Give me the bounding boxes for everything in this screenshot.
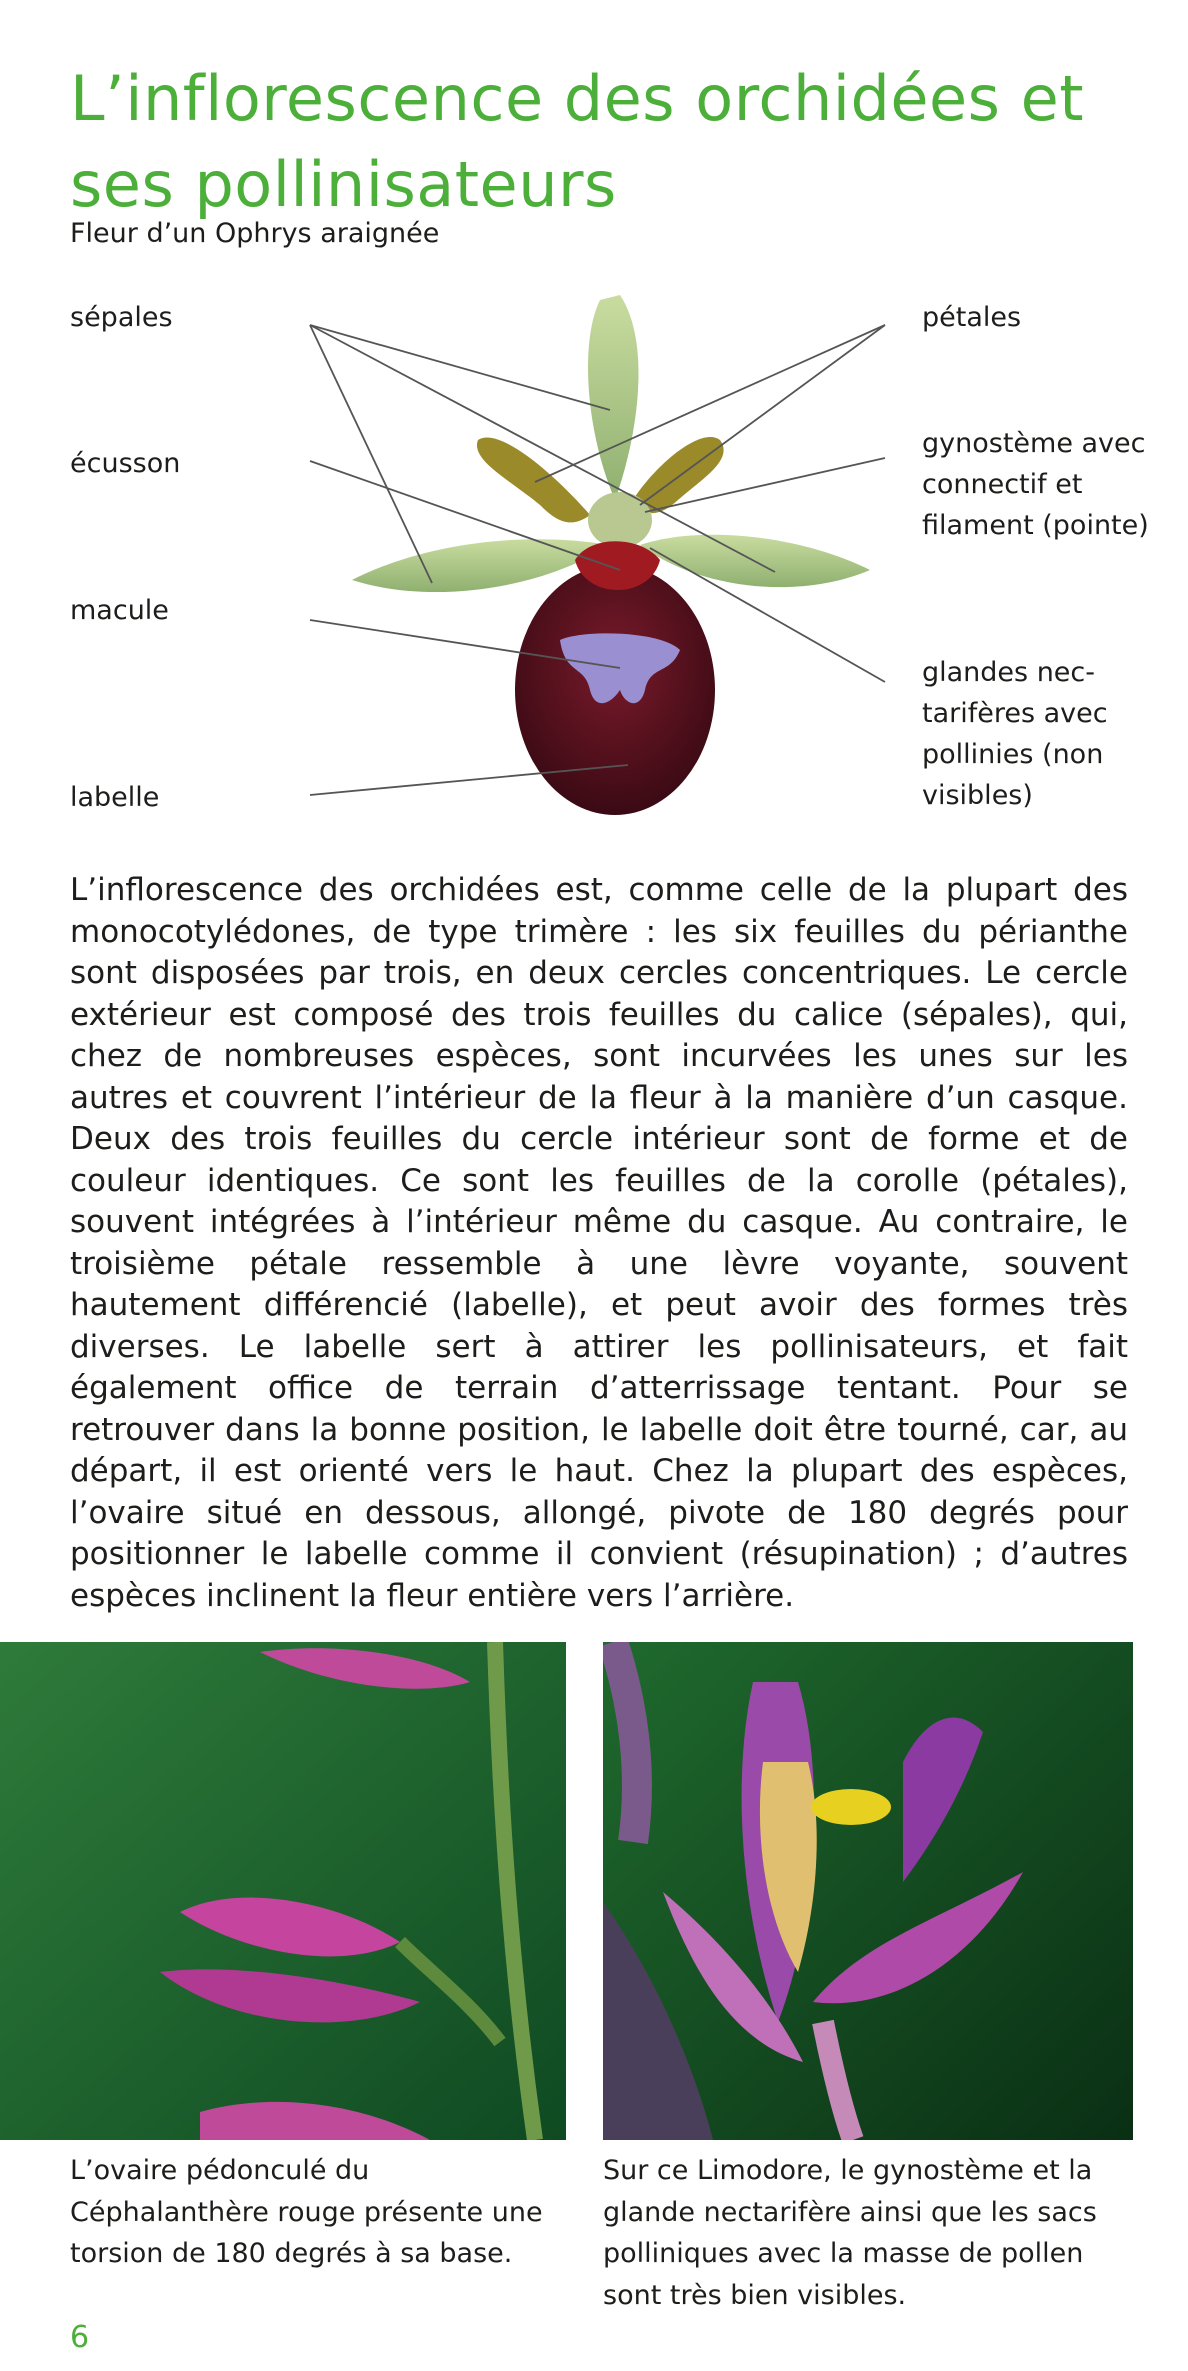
dorsal-sepal xyxy=(588,295,639,500)
photo-cephalanthera xyxy=(0,1642,566,2140)
label-glandes: glandes nec-tarifères avec pollinies (non visibles) xyxy=(922,657,1108,811)
body-paragraph: L’inflorescence des orchidées est, comme celle de la plupart des monocotylédones, de type trimère : les six feuilles du périanthe sont disposées par trois, en deux cercles concentriques. Le cercle extérieur est composé des trois feuilles du calice (sépales), qui, chez de nombreuses espèces, sont incurvées les unes sur les autres et couvrent l’intérieur de la fleur à la manière d’un casque. Deux des trois feuilles du cercle intérieur sont de forme et de couleur identiques. Ce sont les feuilles de la corolle (pétales), souvent intégrées à l’intérieur même du casque. Au contraire, le troisième pétale ressemble à une lèvre voyante, souvent hautement différencié (labelle), et peut avoir des formes très diverses. Le labelle sert à attirer les pollinisateurs, et fait également office de terrain d’atterrissage tentant. Pour se retrouver dans la bonne position, le labelle doit être tourné, car, au départ, il est orienté vers le haut. Chez la plupart des espèces, l’ovaire situé en dessous, allongé, pivote de 180 degrés pour positionner le labelle comme il convient (résupination) ; d’autres espèces inclinent la fleur entière vers l’arrière. xyxy=(70,872,1128,1614)
label-petales: pétales xyxy=(922,302,1022,333)
label-labelle: labelle xyxy=(70,782,160,813)
gynosteme xyxy=(588,492,652,548)
label-sepales: sépales xyxy=(70,302,173,333)
petal-left xyxy=(477,437,590,522)
page-number: 6 xyxy=(70,2320,90,2355)
photo-limodore xyxy=(603,1642,1133,2140)
ophrys-diagram xyxy=(0,280,1188,840)
diagram-caption: Fleur d’un Ophrys araignée xyxy=(70,218,440,249)
photo-caption-left: L’ovaire pédonculé du Céphalanthère rouge présente une torsion de 180 degrés à sa base. xyxy=(70,2155,543,2269)
label-macule: macule xyxy=(70,595,169,626)
page-title: L’inflorescence des orchidées et ses pollinisateurs xyxy=(70,61,1085,221)
label-ecusson: écusson xyxy=(70,448,181,479)
flower-illustration xyxy=(352,295,870,815)
label-gynosteme: gynostème avec connectif et filament (pointe) xyxy=(922,428,1149,541)
photo-caption-right: Sur ce Limodore, le gynostème et la glande nectarifère ainsi que les sacs polliniques avec la masse de pollen sont très bien visibles. xyxy=(603,2155,1097,2311)
